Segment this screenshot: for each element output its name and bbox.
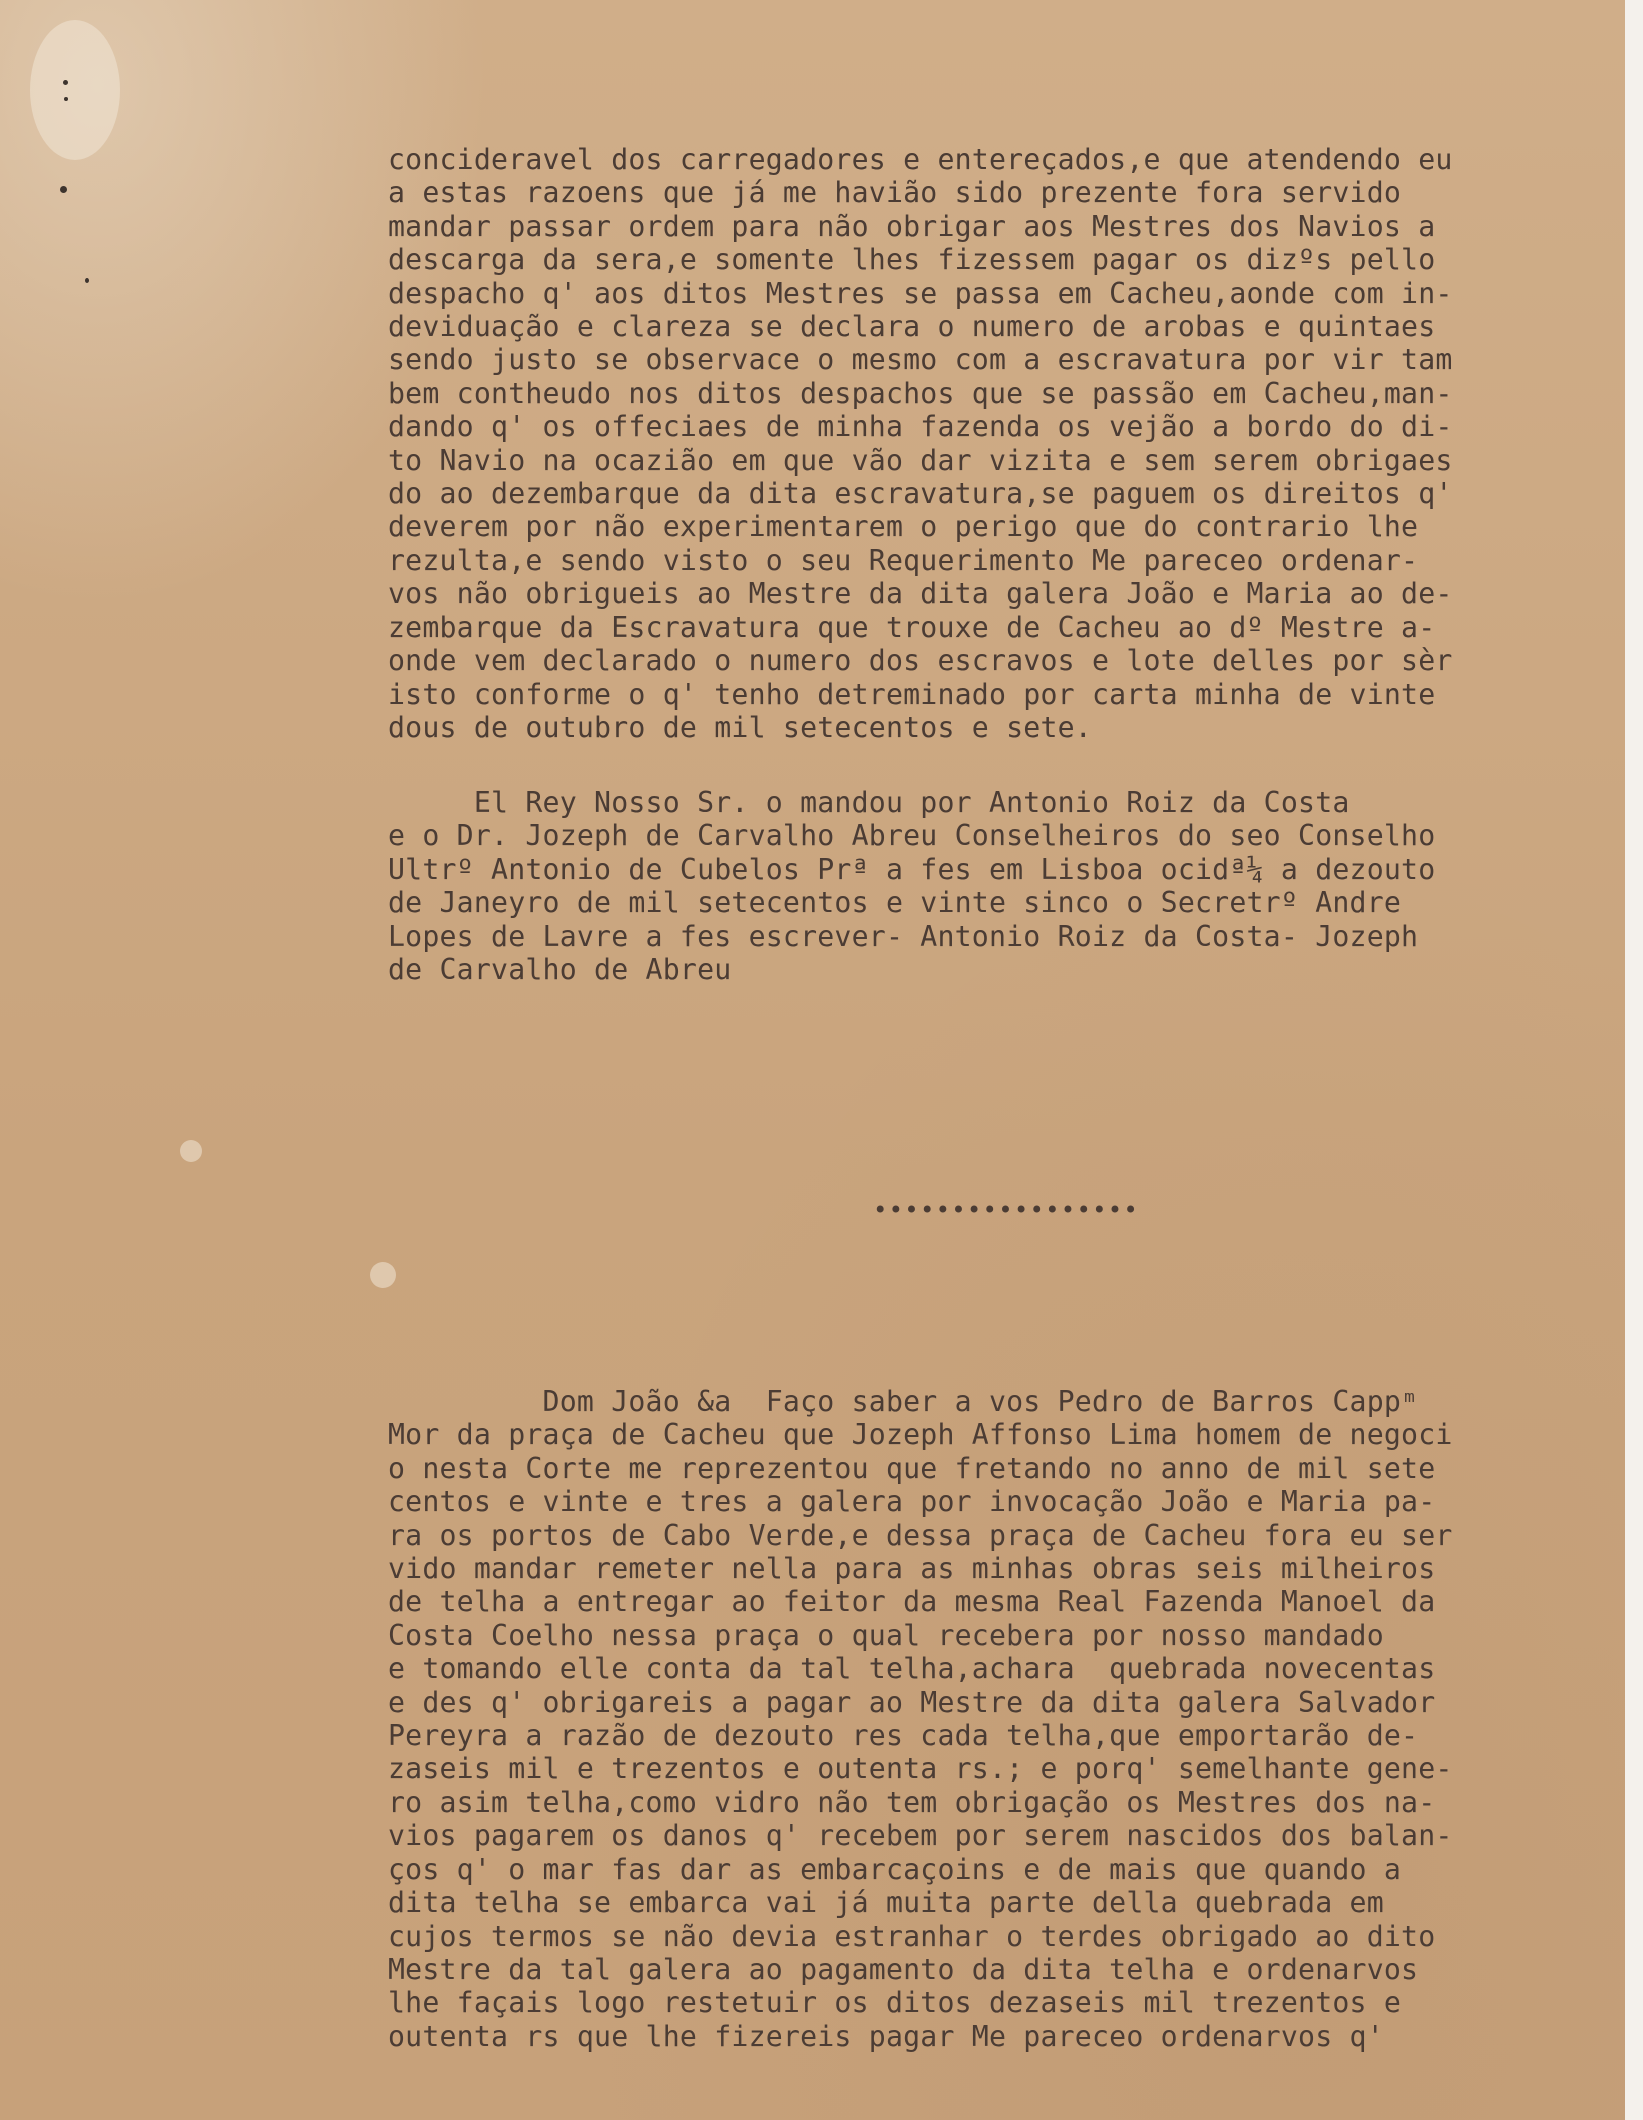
paper-stain [30, 20, 120, 160]
letter-paragraph-2: Dom João &a Faço saber a vos Pedro de Barros Cappᵐ Mor da praça de Cacheu que Jozeph Affonso Lima homem de negoci o nesta Corte me reprezentou que fretando no anno de mil sete centos e vinte e tres a galera por invocação João e Maria pa- ra os portos de Cabo Verde,e dessa praça de Cacheu fora eu ser vido mandar remeter nella para as minhas obras seis milheiros de telha a entregar ao feitor da mesma Real Fazenda Manoel da Costa Coelho nessa praça o qual recebera por nosso mandado e tomando elle conta da tal telha,achara quebrada novecentas e des q' obrigareis a pagar ao Mestre da dita galera Salvador Pereyra a razão de dezouto res cada telha,que emportarão de- zaseis mil e trezentos e outenta rs.; e porq' semelhante gene- ro asim telha,como vidro não tem obrigação os Mestres dos na- vios pagarem os danos q' recebem por serem nascidos dos balan- ços q' o mar fas dar as embarcaçoins e de mais que quando a dita telha se embarca vai já muita parte della quebrada em cujos termos se não devia estranhar o terdes obrigado ao dito Mestre da tal galera ao pagamento da dita telha e ordenarvos lhe façais logo restetuir os ditos dezaseis mil trezentos e outenta rs que lhe fizereis pagar Me pareceo ordenarvos q' [388, 1385, 1453, 2053]
paper-stain [370, 1262, 396, 1288]
punch-mark [60, 186, 67, 193]
punch-mark [63, 80, 68, 85]
letter-paragraph-1: concideravel dos carregadores e entereçados,e que atendendo eu a estas razoens que já me havião sido prezente fora servido mandar passar ordem para não obrigar aos Mestres dos Navios a descarga da sera,e somente lhes fizessem pagar os dizºs pello despacho q' aos ditos Mestres se passa em Cacheu,aonde com in- deviduação e clareza se declara o numero de arobas e quintaes sendo justo se observace o mesmo com a escravatura por vir tam bem contheudo nos ditos despachos que se passão em Cacheu,man- dando q' os offeciaes de minha fazenda os vejão a bordo do di- to Navio na ocazião em que vão dar vizita e sem serem obrigaes do ao dezembarque da dita escravatura,se paguem os direitos q' deverem por não experimentarem o perigo que do contrario lhe rezulta,e sendo visto o seu Requerimento Me pareceo ordenar- vos não obrigueis ao Mestre da dita galera João e Maria ao de- zembarque da Escravatura que trouxe de Cacheu ao dº Mestre a- onde vem declarado o numero dos escravos e lote delles por sèr isto conforme o q' tenho detreminado por carta minha de vinte dous de outubro de mil setecentos e sete. [388, 143, 1453, 744]
scan-edge [1625, 0, 1643, 2120]
punch-mark [85, 278, 89, 283]
letter-signature-paragraph: El Rey Nosso Sr. o mandou por Antonio Roiz da Costa e o Dr. Jozeph de Carvalho Abreu Conselheiros do seo Conselho Ultrº Antonio de Cubelos Prª a fes em Lisboa ocidª¼ a dezouto de Janeyro de mil setecentos e vinte sinco o Secretrº Andre Lopes de Lavre a fes escrever- Antonio Roiz da Costa- Jozeph de Carvalho de Abreu [388, 786, 1436, 987]
paper-stain [180, 1140, 202, 1162]
punch-mark [64, 97, 68, 101]
section-separator: ••••••••••••••••• [873, 1196, 1140, 1224]
